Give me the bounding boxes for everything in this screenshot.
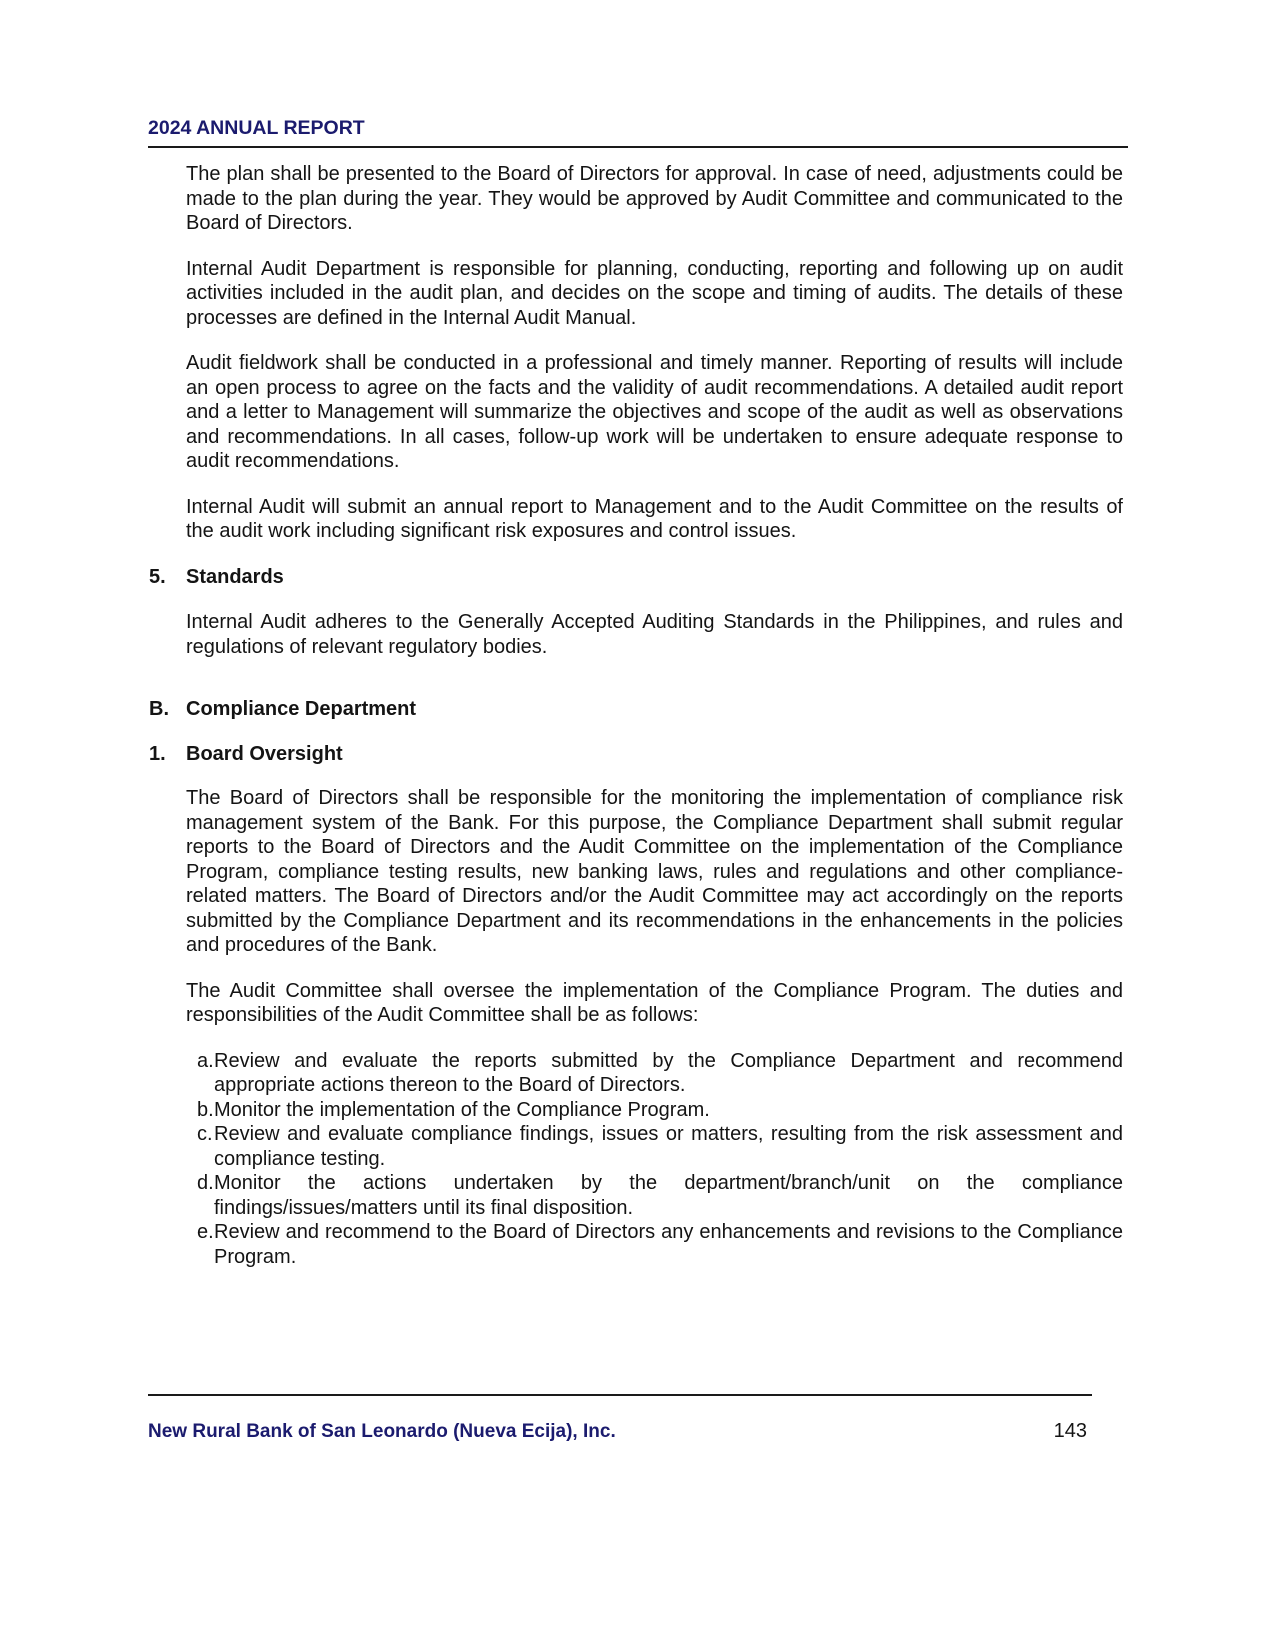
heading-standards-number: 5.: [149, 565, 166, 588]
list-item: [148, 1049, 1123, 1098]
heading-compliance-department: [148, 697, 1123, 722]
list-item-text: Monitor the implementation of the Compliance Program.: [214, 1098, 710, 1121]
paragraph-audit-committee-oversee: The Audit Committee shall oversee the implementation of the Compliance Program. The duties and responsibilities of the Audit Committee shall be as follows:: [186, 979, 1123, 1026]
heading-compliance-letter: B.: [149, 698, 169, 720]
list-item-text: Review and recommend to the Board of Directors any enhancements and revisions to the Compliance Program.: [214, 1221, 1123, 1268]
page-footer: [148, 1420, 1087, 1443]
list-item: [148, 1098, 1123, 1123]
paragraph-plan-approval: The plan shall be presented to the Board of Directors for approval. In case of need, adjustments could be made to the plan during the year. They would be approved by Audit Committee and communicated to the Board of Directors.: [186, 163, 1123, 234]
heading-compliance-title: Compliance Department: [186, 698, 417, 720]
audit-committee-duties-list: [148, 1049, 1123, 1270]
list-item-text: Review and evaluate the reports submitted by the Compliance Department and recommend appropriate actions thereon to the Board of Directors.: [214, 1049, 1123, 1096]
heading-board-oversight-title: Board Oversight: [186, 742, 343, 765]
footer-bank-name: New Rural Bank of San Leonardo (Nueva Ecija), Inc.: [148, 1421, 616, 1442]
paragraph-audit-fieldwork: Audit fieldwork shall be conducted in a professional and timely manner. Reporting of results will include an open process to agree on the facts and the validity of audit recommendations. A detailed audit report and a letter to Management will summarize the objectives and scope of the audit as well as observations and recommendations. In all cases, follow-up work will be undertaken to ensure adequate response to audit recommendations.: [186, 352, 1123, 472]
paragraph-annual-report: Internal Audit will submit an annual report to Management and to the Audit Committee on the results of the audit work including significant risk exposures and control issues.: [186, 495, 1123, 542]
footer-rule: [148, 1394, 1092, 1396]
paragraph-internal-audit-responsibility: Internal Audit Department is responsible for planning, conducting, reporting and following up on audit activities included in the audit plan, and decides on the scope and timing of audits. The details of these processes are defined in the Internal Audit Manual.: [186, 257, 1123, 329]
list-item: [148, 1171, 1123, 1220]
list-marker: e.: [197, 1221, 214, 1243]
list-item: [148, 1220, 1123, 1269]
page-number: 143: [1053, 1420, 1087, 1442]
paragraph-standards: Internal Audit adheres to the Generally Accepted Auditing Standards in the Philippines, and rules and regulations of relevant regulatory bodies.: [186, 611, 1123, 658]
report-title: 2024 ANNUAL REPORT: [148, 117, 365, 139]
list-item-text: Monitor the actions undertaken by the department/branch/unit on the compliance findings/issues/matters until its final disposition.: [214, 1172, 1123, 1219]
paragraph-board-oversight: The Board of Directors shall be responsible for the monitoring the implementation of compliance risk management system of the Bank. For this purpose, the Compliance Department shall submit regular reports to the Board of Directors and the Audit Committee on the implementation of the Compliance Program, compliance testing results, new banking laws, rules and regulations and other compliance-related matters. The Board of Directors and/or the Audit Committee may act accordingly on the reports submitted by the Compliance Department and its recommendations in the enhancements in the policies and procedures of the Bank.: [186, 787, 1123, 956]
page-header: [148, 116, 1128, 148]
heading-standards-title: Standards: [186, 565, 284, 588]
heading-board-oversight-number: 1.: [149, 742, 166, 765]
list-marker: d.: [197, 1172, 214, 1194]
heading-standards: [148, 565, 1123, 590]
list-marker: a.: [197, 1049, 214, 1072]
list-marker: b.: [197, 1098, 214, 1121]
list-item: [148, 1122, 1123, 1171]
list-marker: c.: [197, 1123, 213, 1145]
page-content: [148, 162, 1123, 1269]
heading-board-oversight: [148, 742, 1123, 767]
list-item-text: Review and evaluate compliance findings, issues or matters, resulting from the risk assessment and compliance testing.: [214, 1123, 1123, 1170]
